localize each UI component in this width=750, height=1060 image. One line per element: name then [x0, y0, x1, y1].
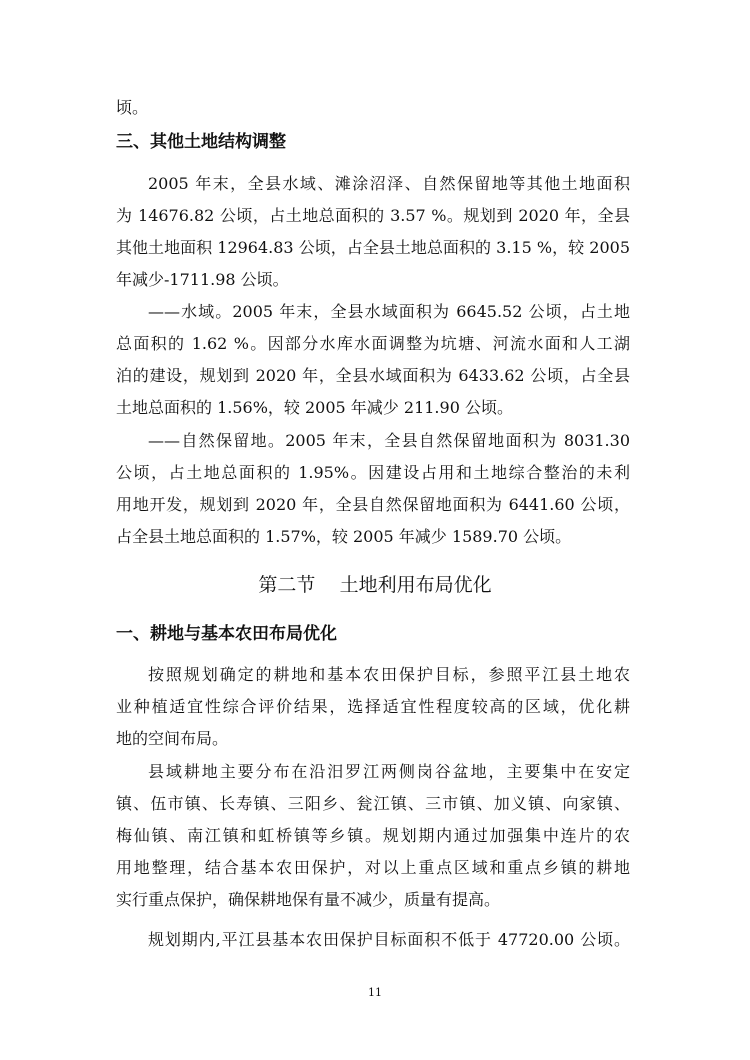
body-text-line: 占全县土地总面积的 1.57%，较 2005 年减少 1589.70 公顷。 — [116, 527, 572, 546]
body-text-line: 梅仙镇、南江镇和虹桥镇等乡镇。规划期内通过加强集中连片的农 — [116, 826, 630, 845]
body-text-line: 用地开发，规划到 2020 年，全县自然保留地面积为 6441.60 公顷， — [116, 495, 630, 514]
section-heading: 一、耕地与基本农田布局优化 — [116, 624, 337, 644]
body-text-line: 年减少-1711.98 公顷。 — [116, 270, 289, 289]
body-text-line: 实行重点保护，确保耕地保有量不减少，质量有提高。 — [116, 890, 501, 909]
body-text-line: ——水域。2005 年末，全县水域面积为 6645.52 公顷，占土地 — [148, 302, 630, 321]
body-text-line: 为 14676.82 公顷，占土地总面积的 3.57 %。规划到 2020 年，全县 — [116, 206, 630, 225]
body-text-line: 县域耕地主要分布在沿汨罗江两侧岗谷盆地，主要集中在安定 — [148, 762, 630, 781]
body-text-line: 业种植适宜性综合评价结果，选择适宜性程度较高的区域，优化耕 — [116, 697, 630, 716]
body-text-line: 用地整理，结合基本农田保护，对以上重点区域和重点乡镇的耕地 — [116, 858, 630, 877]
body-text-line: 土地总面积的 1.56%，较 2005 年减少 211.90 公顷。 — [116, 398, 513, 417]
section-heading: 三、其他土地结构调整 — [116, 132, 286, 152]
body-text-line: 地的空间布局。 — [116, 729, 229, 748]
body-text-line: 总面积的 1.62 %。因部分水库水面调整为坑塘、河流水面和人工湖 — [116, 334, 630, 353]
body-text-line: 2005 年末，全县水域、滩涂沼泽、自然保留地等其他土地面积 — [148, 174, 630, 193]
body-text-line: ——自然保留地。2005 年末，全县自然保留地面积为 8031.30 — [148, 431, 630, 450]
body-text-line: 镇、伍市镇、长寿镇、三阳乡、瓮江镇、三市镇、加义镇、向家镇、 — [116, 794, 630, 813]
body-text-line: 按照规划确定的耕地和基本农田保护目标，参照平江县土地农 — [148, 665, 630, 684]
body-text-line: 公顷，占土地总面积的 1.95%。因建设占用和土地综合整治的未利 — [116, 463, 630, 482]
page-number: 11 — [368, 986, 382, 999]
body-text-line: 顷。 — [116, 98, 149, 117]
body-text-line: 其他土地面积 12964.83 公顷，占全县土地总面积的 3.15 %，较 2005 — [116, 238, 630, 257]
body-text-line: 泊的建设，规划到 2020 年，全县水域面积为 6433.62 公顷，占全县 — [116, 366, 630, 385]
body-text-line: 规划期内,平江县基本农田保护目标面积不低于 47720.00 公顷。 — [148, 930, 630, 949]
section-title: 第二节 土地利用布局优化 — [258, 574, 492, 596]
